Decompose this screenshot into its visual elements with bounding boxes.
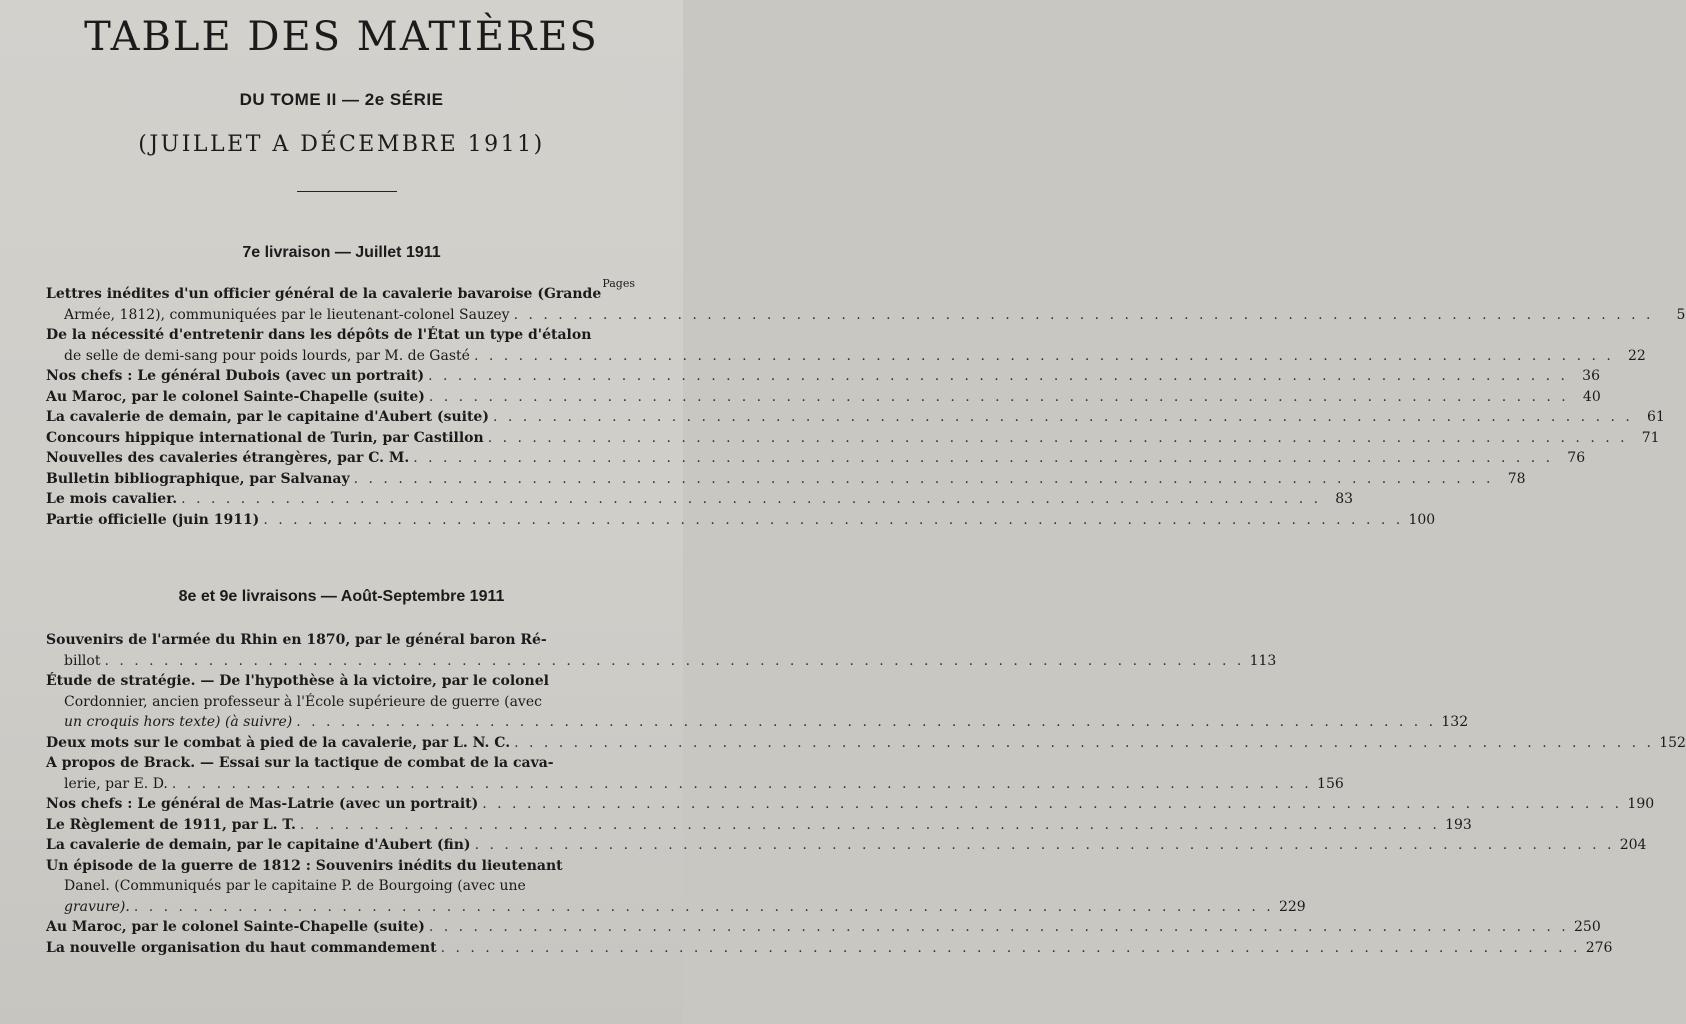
entry-line: Partie officielle (juin 1911) bbox=[46, 511, 260, 528]
leader-dots bbox=[104, 651, 1244, 672]
toc-entry[interactable] bbox=[46, 284, 1686, 325]
page-number: 204 bbox=[1619, 837, 1647, 853]
entry-line: Souvenirs de l'armée du Rhin en 1870, par le général baron Ré- bbox=[46, 632, 547, 648]
toc-entry[interactable] bbox=[46, 387, 1601, 408]
entry-line: Danel. (Communiqués par le capitaine P. de Bourgoing (avec une bbox=[64, 878, 526, 894]
toc-list-aug-sep bbox=[46, 630, 1686, 958]
leader-dots bbox=[493, 407, 1633, 428]
page-number: 156 bbox=[1317, 775, 1344, 792]
toc-entry[interactable] bbox=[46, 835, 1647, 856]
toc-entry[interactable] bbox=[46, 856, 1306, 918]
date-range: (JUILLET A DÉCEMBRE 1911) bbox=[138, 132, 545, 157]
entry-line: Nos chefs : Le général Dubois (avec un portrait) bbox=[46, 368, 425, 384]
toc-entry[interactable] bbox=[46, 366, 1600, 387]
page-number: 78 bbox=[1507, 470, 1526, 487]
page-number: 190 bbox=[1627, 796, 1655, 812]
entry-line: Nouvelles des cavaleries étrangères, par C. M. bbox=[46, 450, 410, 466]
toc-entry[interactable] bbox=[46, 815, 1472, 836]
leader-dots bbox=[428, 366, 1568, 387]
toc-entry[interactable] bbox=[46, 489, 1354, 510]
leader-dots bbox=[429, 387, 1569, 408]
page-number: 100 bbox=[1408, 511, 1436, 528]
entry-line: Nos chefs : Le général de Mas-Latrie (avec un portrait) bbox=[46, 796, 479, 812]
page-number: 113 bbox=[1249, 652, 1277, 669]
page-title: TABLE DES MATIÈRES bbox=[84, 14, 599, 60]
entry-line: A propos de Brack. — Essai sur la tactique de combat de la cava- bbox=[46, 755, 554, 771]
toc-entry[interactable] bbox=[46, 448, 1586, 469]
page-number: 40 bbox=[1582, 388, 1601, 405]
page-number: 71 bbox=[1641, 429, 1660, 446]
entry-line: de selle de demi-sang pour poids lourds, par M. de Gasté bbox=[64, 347, 470, 364]
leader-dots bbox=[172, 774, 1312, 795]
page-number: 5 bbox=[1676, 306, 1686, 323]
leader-dots bbox=[475, 835, 1615, 856]
toc-entry[interactable] bbox=[46, 325, 1646, 366]
leader-dots bbox=[514, 305, 1654, 326]
toc-list-july bbox=[46, 284, 1686, 530]
leader-dots bbox=[296, 712, 1436, 733]
entry-line: Bulletin bibliographique, par Salvanay bbox=[46, 470, 350, 487]
entry-line: Un épisode de la guerre de 1812 : Souvenirs inédits du lieutenant bbox=[46, 857, 563, 874]
page-number: 22 bbox=[1628, 347, 1646, 364]
leader-dots bbox=[514, 733, 1654, 754]
toc-entry[interactable] bbox=[46, 753, 1344, 794]
toc-entry[interactable] bbox=[46, 671, 1469, 733]
toc-entry[interactable] bbox=[46, 938, 1613, 959]
leader-dots bbox=[488, 428, 1628, 449]
leader-dots bbox=[474, 346, 1614, 367]
toc-entry[interactable] bbox=[46, 510, 1436, 531]
entry-line: La cavalerie de demain, par le capitaine d'Aubert (suite) bbox=[46, 409, 489, 425]
section-heading-aug-sep: 8e et 9e livraisons — Août-Septembre 1911 bbox=[178, 588, 505, 605]
entry-line: Le mois cavalier. bbox=[46, 491, 178, 507]
entry-line: Lettres inédites d'un officier général de la cavalerie bavaroise (Grande bbox=[46, 286, 602, 302]
leader-dots bbox=[413, 448, 1553, 469]
toc-entry[interactable] bbox=[46, 428, 1660, 449]
entry-line: Étude de stratégie. — De l'hypothèse à la victoire, par le colonel bbox=[46, 673, 549, 689]
toc-entry[interactable] bbox=[46, 407, 1665, 428]
leader-dots bbox=[300, 815, 1440, 836]
page-number: 229 bbox=[1278, 898, 1306, 915]
leader-dots bbox=[263, 510, 1403, 531]
toc-entry[interactable] bbox=[46, 733, 1686, 754]
section-heading-july: 7e livraison — Juillet 1911 bbox=[242, 244, 441, 261]
page-number: 61 bbox=[1647, 409, 1665, 425]
page-number: 250 bbox=[1574, 919, 1601, 935]
entry-line: La cavalerie de demain, par le capitaine d'Aubert (fin) bbox=[46, 837, 471, 853]
page-number: 132 bbox=[1441, 714, 1469, 730]
leader-dots bbox=[429, 917, 1569, 938]
page-number: 276 bbox=[1585, 939, 1613, 956]
leader-dots bbox=[181, 489, 1321, 510]
page-number: 83 bbox=[1335, 491, 1354, 507]
title-divider bbox=[297, 191, 397, 192]
leader-dots bbox=[134, 897, 1274, 918]
page-number: 36 bbox=[1582, 368, 1600, 384]
entry-line: Le Règlement de 1911, par L. T. bbox=[46, 816, 296, 833]
entry-line: Cordonnier, ancien professeur à l'École supérieure de guerre (avec bbox=[64, 693, 542, 710]
entry-line: La nouvelle organisation du haut commandement bbox=[46, 939, 437, 956]
entry-line: Deux mots sur le combat à pied de la cavalerie, par L. N. C. bbox=[46, 734, 511, 751]
volume-subtitle: DU TOME II — 2e SÉRIE bbox=[239, 90, 444, 109]
pages-column-label: Pages bbox=[602, 277, 635, 290]
entry-line: lerie, par E. D. bbox=[64, 775, 168, 792]
entry-line: gravure). bbox=[64, 898, 130, 915]
entry-line: billot bbox=[64, 652, 101, 669]
toc-entry[interactable] bbox=[46, 917, 1601, 938]
entry-line: De la nécessité d'entretenir dans les dépôts de l'État un type d'étalon bbox=[46, 327, 592, 343]
page-number: 152 bbox=[1659, 734, 1686, 751]
entry-line: Au Maroc, par le colonel Sainte-Chapelle (suite) bbox=[46, 388, 425, 405]
entry-line: un croquis hors texte) (à suivre) bbox=[64, 714, 293, 730]
toc-entry[interactable] bbox=[46, 794, 1655, 815]
leader-dots bbox=[482, 794, 1622, 815]
entry-line: Concours hippique international de Turin, par Castillon bbox=[46, 429, 484, 446]
entry-line: Armée, 1812), communiquées par le lieutenant-colonel Sauzey bbox=[64, 306, 510, 323]
page-number: 76 bbox=[1567, 450, 1586, 466]
leader-dots bbox=[354, 469, 1494, 490]
entry-line: Au Maroc, par le colonel Sainte-Chapelle (suite) bbox=[46, 919, 425, 935]
page-number: 193 bbox=[1445, 816, 1472, 833]
toc-entry[interactable] bbox=[46, 469, 1526, 490]
leader-dots bbox=[441, 938, 1581, 959]
toc-entry[interactable] bbox=[46, 630, 1277, 671]
